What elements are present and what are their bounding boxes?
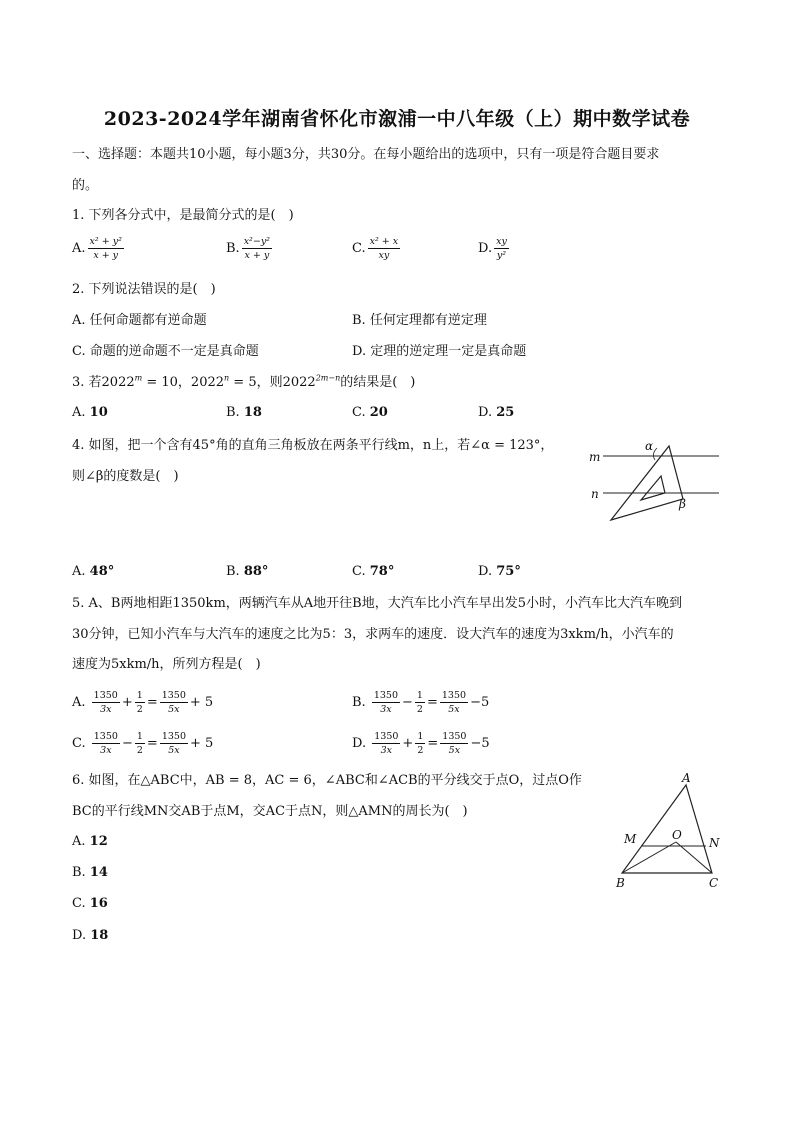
page-title: 2023-2024学年湖南省怀化市溆浦一中八年级（上）期中数学试卷 [103, 108, 691, 130]
q3-option-d[interactable]: D. 25 [478, 405, 515, 420]
q4-option-a[interactable]: A. 48° [72, 564, 115, 579]
label-n: n [591, 487, 599, 501]
label-c: C [709, 876, 719, 890]
section-heading-cont: 的。 [72, 178, 99, 193]
q3-option-c[interactable]: C. 20 [352, 405, 388, 420]
q4-stem-line1: 4. 如图，把一个含有45°角的直角三角板放在两条平行线m，n上，若∠α = 123°， [72, 438, 554, 453]
fraction: $\frac{\text{x² + y²}}{x + y}$ [89, 236, 122, 261]
q5-stem-line2: 30分钟，已知小汽车与大汽车的速度之比为5：3，求两车的速度．设大汽车的速度为3xkm/h，小汽车的 [72, 627, 674, 642]
label-a: A [682, 771, 691, 785]
q2-option-a[interactable]: A. 任何命题都有逆命题 [72, 313, 207, 328]
q6-option-c[interactable]: C. 16 [72, 896, 108, 911]
q5-option-a[interactable]: A. $\frac{1350}{3x}$ + $\frac{1}{2}$ = $\frac{1350}{5x}$ + 5 [72, 690, 214, 715]
triangle-inner [641, 476, 665, 500]
q1-stem: 1. 下列各分式中，是最简分式的是( ) [72, 208, 294, 223]
q3-stem: 3. 若$2022^m = 10$，$2022^n = 5$，则$2022^{2m-n}$的结果是( ) [72, 373, 416, 390]
q1-option-d[interactable]: D. $\frac{xy}{\text{y²}}$ [478, 236, 507, 261]
q2-option-d[interactable]: D. 定理的逆定理一定是真命题 [352, 344, 527, 359]
label-n: N [709, 836, 720, 850]
label-m: m [589, 450, 601, 464]
q1-option-b[interactable]: B. $\frac{\text{x²−y²}}{x + y}$ [226, 236, 270, 261]
q4-stem-line2: 则∠β的度数是( ) [72, 469, 179, 484]
label-m: M [624, 832, 637, 846]
triangle-outer [611, 446, 683, 520]
q3-option-b[interactable]: B. 18 [226, 405, 262, 420]
q6-option-d[interactable]: D. 18 [72, 928, 109, 943]
q5-stem-line1: 5. A、B两地相距1350km，两辆汽车从A地开往B地，大汽车比小汽车早出发5小时，小汽车比大汽车晚到 [72, 596, 682, 611]
q6-figure [612, 770, 732, 892]
q1-option-c[interactable]: C. $\frac{\text{x² + x}}{xy}$ [352, 236, 399, 261]
bisector-b [622, 842, 676, 873]
q4-option-d[interactable]: D. 75° [478, 564, 521, 579]
bisector-c [676, 842, 712, 873]
label-b: B [616, 876, 625, 890]
fraction: $\frac{\text{x² + x}}{xy}$ [369, 236, 399, 261]
q4-option-b[interactable]: B. 88° [226, 564, 269, 579]
q4-figure [585, 436, 725, 528]
q4-option-c[interactable]: C. 78° [352, 564, 395, 579]
q5-stem-line3: 速度为5xkm/h，所列方程是( ) [72, 657, 261, 672]
q6-option-a[interactable]: A. 12 [72, 834, 108, 849]
q5-option-d[interactable]: D. $\frac{1350}{3x}$ + $\frac{1}{2}$ = $\frac{1350}{5x}$ −5 [352, 731, 490, 756]
label-alpha: α [645, 439, 654, 453]
fraction: $\frac{\text{x²−y²}}{x + y}$ [243, 236, 270, 261]
q6-option-b[interactable]: B. 14 [72, 865, 108, 880]
q5-option-c[interactable]: C. $\frac{1350}{3x}$ − $\frac{1}{2}$ = $\frac{1350}{5x}$ + 5 [72, 731, 214, 756]
q2-option-b[interactable]: B. 任何定理都有逆定理 [352, 313, 487, 328]
triangle-abc [622, 785, 712, 873]
q2-stem: 2. 下列说法错误的是( ) [72, 282, 216, 297]
section-heading: 一、选择题：本题共10小题，每小题3分，共30分。在每小题给出的选项中，只有一项是符合题目要求 [72, 147, 660, 162]
q1-option-a[interactable]: A. $\frac{\text{x² + y²}}{x + y}$ [72, 236, 122, 261]
q3-option-a[interactable]: A. 10 [72, 405, 108, 420]
q2-option-c[interactable]: C. 命题的逆命题不一定是真命题 [72, 344, 259, 359]
q5-option-b[interactable]: B. $\frac{1350}{3x}$ − $\frac{1}{2}$ = $\frac{1350}{5x}$ −5 [352, 690, 490, 715]
angle-alpha-arc [653, 448, 657, 460]
label-beta: β [679, 497, 686, 511]
q6-stem-line2: BC的平行线MN交AB于点M，交AC于点N，则△AMN的周长为( ) [72, 804, 468, 819]
fraction: $\frac{xy}{\text{y²}}$ [496, 236, 507, 261]
q6-stem-line1: 6. 如图，在△ABC中，AB = 8，AC = 6，∠ABC和∠ACB的平分线交于点O，过点O作 [72, 773, 582, 788]
label-o: O [672, 828, 682, 842]
